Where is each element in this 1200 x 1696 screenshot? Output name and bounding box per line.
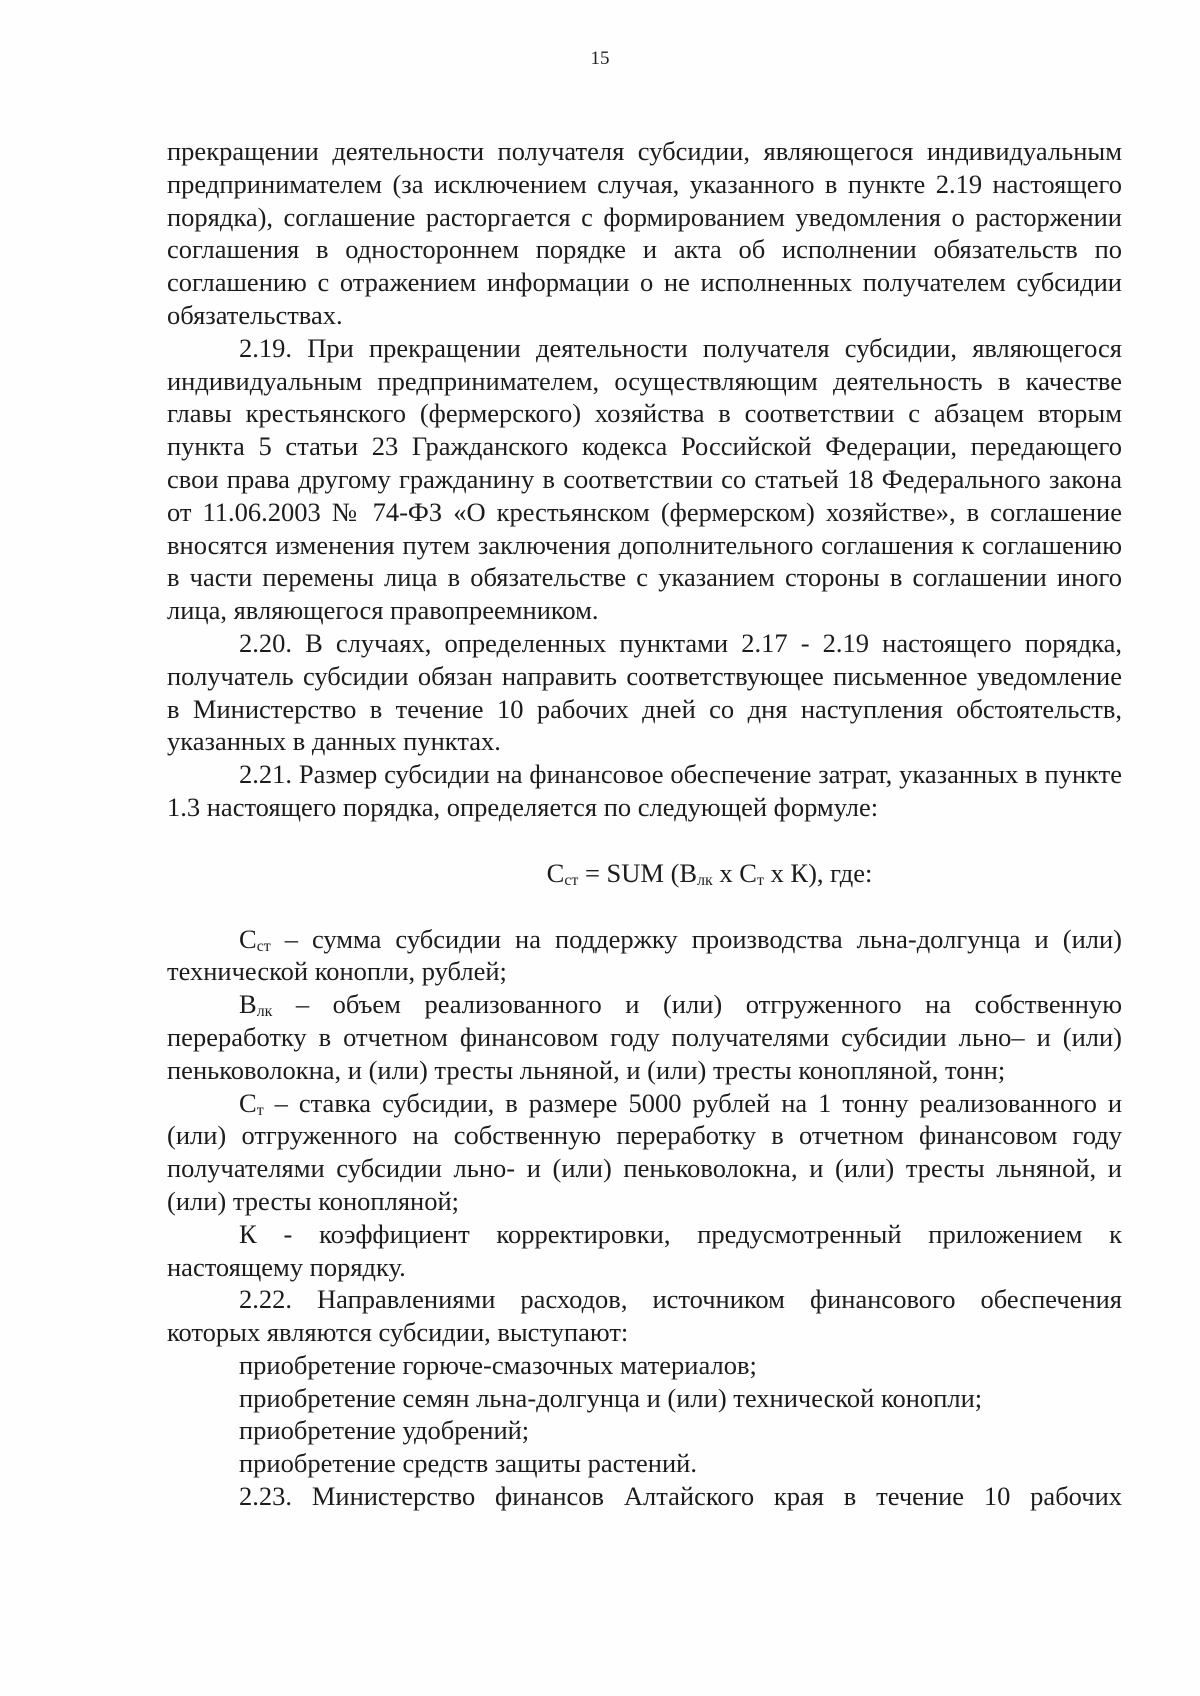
definition-symbol: К [239, 1218, 257, 1249]
definition-symbol-sub: ст [256, 937, 271, 955]
definition-cst [167, 923, 1122, 989]
definition-vlk [167, 988, 1122, 1086]
formula-vlk-sub: лк [697, 871, 713, 889]
list-item: приобретение удобрений; [239, 1415, 530, 1446]
definition-symbol-sub: лк [256, 1003, 273, 1021]
subsidy-formula [167, 857, 1122, 890]
definition-ct [167, 1087, 1122, 1218]
list-item: приобретение горюче-смазочных материалов; [239, 1349, 757, 1380]
definition-text: – объем реализованного и (или) отгруженного на собственную переработку в отчетном финансовом году получателями субсидии льно– и (или) пеньковолокна, и (или) тресты льняной, и (или) тресты конопляной, тонн; [167, 989, 1122, 1085]
definition-text: – сумма субсидии на поддержку производства льна-долгунца и (или) технической конопли, рублей; [167, 923, 1122, 987]
document-body [167, 135, 1122, 1513]
definition-symbol: С [239, 923, 257, 954]
formula-ct-sub: т [756, 871, 764, 889]
formula-part2: х С [712, 857, 757, 888]
definition-k [167, 1218, 1122, 1284]
paragraph-2-20: 2.20. В случаях, определенных пунктами 2.17 - 2.19 настоящего порядка, получатель субсидии обязан направить соответствующее письменное уведомление в Министерство в течение 10 рабочих дней со дня наступления обстоятельств, указанных в данных пунктах. [167, 627, 1122, 757]
definition-text: – ставка субсидии, в размере 5000 рублей на 1 тонну реализованного и (или) отгруженного на собственную переработку в отчетном финансовом году получателями субсидии льно- и (или) пеньковолокна, и (или) тресты льняной, и (или) тресты конопляной; [167, 1087, 1122, 1216]
page-number: 15 [590, 48, 610, 69]
paragraph-continuation: прекращении деятельности получателя субсидии, являющегося индивидуальным предпринимателем (за исключением случая, указанного в пункте 2.19 настоящего порядка), соглашение расторгается с формированием уведомления о расторжении соглашения в одностороннем порядке и акта об исполнении обязательств по соглашению с отражением информации о не исполненных получателем субсидии обязательствах. [167, 136, 1122, 330]
formula-cst: С [546, 857, 565, 888]
paragraph-2-19: 2.19. При прекращении деятельности получателя субсидии, являющегося индивидуальным предпринимателем, осуществляющим деятельность в качестве главы крестьянского (фермерского) хозяйства в соответствии с абзацем вторым пункта 5 статьи 23 Гражданского кодекса Российской Федерации, передающего свои права другому гражданину в соответствии со статьей 18 Федерального закона от 11.06.2003 № 74-ФЗ «О крестьянском (фермерском) хозяйстве», в соглашение вносятся изменения путем заключения дополнительного соглашения к соглашению в части перемены лица в обязательстве с указанием стороны в соглашении иного лица, являющегося правопреемником. [167, 332, 1122, 626]
definition-symbol: С [239, 1087, 257, 1118]
definition-symbol: В [239, 989, 257, 1020]
list-item: приобретение семян льна-долгунца и (или) технической конопли; [239, 1382, 983, 1413]
list-item: приобретение средств защиты растений. [239, 1448, 697, 1479]
formula-part3: х К), где: [763, 857, 873, 888]
paragraph-2-21: 2.21. Размер субсидии на финансовое обеспечение затрат, указанных в пункте 1.3 настоящего порядка, определяется по следующей формуле: [167, 759, 1122, 822]
paragraph-2-23: 2.23. Министерство финансов Алтайского края в течение 10 рабочих [239, 1481, 1122, 1512]
formula-part1: = SUM (В [578, 857, 698, 888]
formula-cst-sub: ст [564, 871, 579, 889]
paragraph-2-22: 2.22. Направлениями расходов, источником финансового обеспечения которых являются субсидии, выступают: [167, 1284, 1122, 1348]
definition-symbol-sub: т [256, 1101, 264, 1119]
definition-text: - коэффициент корректировки, предусмотренный приложением к настоящему порядку. [167, 1218, 1122, 1282]
